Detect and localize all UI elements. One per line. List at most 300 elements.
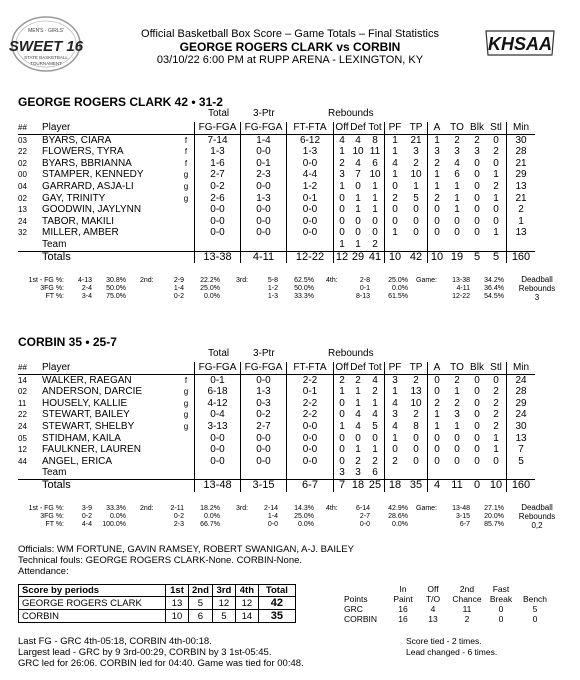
player-a xyxy=(428,467,447,479)
fast-break-value: 0 xyxy=(498,604,504,614)
player-min: 1 xyxy=(518,215,524,227)
player-tot: 8 xyxy=(366,134,385,146)
player-min xyxy=(507,239,536,251)
shooting-pct-q3: 3rd: xyxy=(236,277,249,285)
player-row xyxy=(18,444,535,456)
player-stl: 2 xyxy=(486,146,507,158)
shooting-pct-cg: 4-11 xyxy=(456,285,470,293)
player-num: 05 xyxy=(18,433,27,443)
player-stl: 1 xyxy=(486,227,507,239)
player-blk: 0 xyxy=(474,157,480,169)
shooting-pct-c1: 3-4 xyxy=(81,293,92,301)
box-score-table xyxy=(18,362,535,492)
player-tot: 6 xyxy=(366,467,385,479)
shooting-pct-c3: 1-3 xyxy=(267,293,278,301)
player-pts: 0 xyxy=(405,456,428,468)
player-name: STIDHAM, KAILA xyxy=(42,432,121,444)
player-off: 0 xyxy=(339,192,345,204)
player-blk: 0 xyxy=(474,444,480,456)
player-off: 1 xyxy=(339,180,345,192)
player-name: HOUSELY, KALLIE xyxy=(42,397,128,409)
player-fg: 6-18 xyxy=(195,386,241,398)
player-row xyxy=(18,134,535,146)
totals-ft: 12-22 xyxy=(287,251,334,263)
player-a: 0 xyxy=(434,374,440,386)
shooting-pct-c3: 1-2 xyxy=(267,285,278,293)
player-pf: 0 xyxy=(392,215,398,227)
totals-fg: 13-38 xyxy=(195,251,241,263)
svg-text:MEN'S · GIRLS': MEN'S · GIRLS' xyxy=(28,28,64,34)
rebounds-group-heading: Rebounds xyxy=(328,348,374,359)
player-num: 22 xyxy=(18,147,27,157)
player-tot: 0 xyxy=(366,216,385,228)
player-ft: 0-0 xyxy=(287,421,334,433)
player-fg xyxy=(195,239,241,251)
player-pf: 0 xyxy=(392,444,398,456)
shooting-pct-c3p: 62.5% xyxy=(294,277,314,285)
player-pts: 0 xyxy=(405,444,428,456)
player-blk: 0 xyxy=(474,374,480,386)
shooting-pct-cg: 6-7 xyxy=(459,520,470,528)
shooting-pct-cgp: 85.7% xyxy=(484,520,504,528)
totals-blk: 5 xyxy=(473,250,481,263)
shooting-pct-c3: 5-8 xyxy=(267,277,278,285)
player-to: 4 xyxy=(454,157,460,169)
player-num: 12 xyxy=(18,445,27,455)
player-num: 22 xyxy=(18,410,27,420)
player-num xyxy=(18,467,42,479)
player-pos xyxy=(178,456,195,468)
fast-break-value: 0 xyxy=(498,614,504,624)
column-header-pts: TP xyxy=(405,122,428,134)
player-tp: 0-0 xyxy=(241,146,287,158)
paint-value: 16 xyxy=(398,614,408,624)
player-blk: 0 xyxy=(474,169,480,181)
player-off: 0 xyxy=(339,432,345,444)
player-num xyxy=(18,239,42,251)
player-ft: 0-1 xyxy=(287,386,334,398)
player-name: GOODWIN, JAYLYNN xyxy=(42,204,142,216)
second-chance-value: 2 xyxy=(464,614,470,624)
shooting-pct-c1: 2-4 xyxy=(81,285,92,293)
column-header-min: Min xyxy=(507,362,536,374)
points-team: CORBIN xyxy=(344,614,378,624)
player-row xyxy=(18,467,535,479)
player-a: 0 xyxy=(434,455,440,467)
shooting-pct-c2p: 0.0% xyxy=(204,293,220,301)
player-fg: 1-3 xyxy=(195,146,241,158)
shooting-pct-c1p: 0.0% xyxy=(110,512,126,520)
column-header-to: TO xyxy=(446,362,468,374)
periods-team: CORBIN xyxy=(19,610,166,623)
player-name: FAULKNER, LAUREN xyxy=(42,444,141,456)
second-chance-value: 11 xyxy=(462,604,472,614)
player-stl: 2 xyxy=(486,398,507,410)
player-fg: 0-4 xyxy=(195,409,241,421)
periods-q3: 5 xyxy=(212,610,235,623)
player-pts: 8 xyxy=(405,421,428,433)
player-min: 28 xyxy=(515,146,527,158)
largest-lead: Largest lead - GRC by 9 3rd-00:29, CORBIN by 3 1st-05:45. xyxy=(18,647,272,658)
totals-a: 4 xyxy=(433,478,441,491)
player-fg: 0-0 xyxy=(195,204,241,216)
totals-off: 7 xyxy=(338,478,346,491)
player-tot: 2 xyxy=(366,386,385,398)
column-header-pos xyxy=(178,122,195,134)
off-to-header-1: Off xyxy=(427,584,439,594)
column-header-stl: Stl xyxy=(486,362,507,374)
player-def: 0 xyxy=(355,180,361,192)
column-header-name: Player xyxy=(42,362,178,374)
player-num: 00 xyxy=(18,170,27,180)
player-pf: 2 xyxy=(392,455,398,467)
column-header-tot: Tot xyxy=(366,122,385,134)
player-num: 14 xyxy=(18,375,27,385)
column-header-ft: FT-FTA xyxy=(287,362,334,374)
player-fg: 1-6 xyxy=(195,158,241,170)
shooting-pct-q2: 2nd: xyxy=(140,277,154,285)
player-stl: 1 xyxy=(486,433,507,445)
shooting-pct-c4: 2-7 xyxy=(359,512,370,520)
player-tot: 11 xyxy=(366,146,385,158)
player-row xyxy=(18,216,535,228)
shooting-pct-c4: 8-13 xyxy=(355,293,370,301)
player-off: 4 xyxy=(339,134,345,146)
player-row xyxy=(18,193,535,205)
totals-a: 10 xyxy=(430,250,444,263)
paint-value: 16 xyxy=(398,604,408,614)
player-tp: 1-4 xyxy=(241,134,287,146)
player-tp: 1-3 xyxy=(241,386,287,398)
column-header-fg: FG-FGA xyxy=(195,362,241,374)
game-datetime-location: 03/10/22 6:00 PM at RUPP ARENA - LEXINGTON, KY xyxy=(156,54,424,66)
player-def: 1 xyxy=(355,444,361,456)
player-ft: 1-2 xyxy=(287,181,334,193)
totals-tot: 41 xyxy=(366,251,385,263)
totals-min: 160 xyxy=(511,250,531,263)
player-ft: 2-2 xyxy=(287,409,334,421)
periods-q2: 5 xyxy=(189,597,213,610)
column-header-row xyxy=(18,122,535,134)
player-min: 29 xyxy=(515,169,527,181)
player-ft xyxy=(287,239,334,251)
player-def: 4 xyxy=(355,157,361,169)
player-stl: 0 xyxy=(486,374,507,386)
player-pts: 1 xyxy=(405,181,428,193)
shooting-pct-c3: 2-14 xyxy=(263,504,278,512)
player-min: 28 xyxy=(515,386,527,398)
svg-text:TOURNAMENT: TOURNAMENT xyxy=(30,61,62,66)
shooting-pct-labels: 1st - FG %: xyxy=(28,277,64,285)
player-blk: 3 xyxy=(474,146,480,158)
player-min: 24 xyxy=(515,374,527,386)
bench-value: 0 xyxy=(532,614,538,624)
player-a: 0 xyxy=(434,444,440,456)
shooting-pct-c4p: 0.0% xyxy=(392,285,408,293)
player-stl xyxy=(486,467,507,479)
shooting-pct-c2p: 0.0% xyxy=(204,512,220,520)
bench-header: Bench xyxy=(522,594,548,604)
player-ft: 2-2 xyxy=(287,398,334,410)
shooting-pct-cgp: 36.4% xyxy=(484,285,504,293)
player-tp xyxy=(241,239,287,251)
player-a xyxy=(428,239,447,251)
player-name: STEWART, BAILEY xyxy=(42,409,130,421)
player-stl: 0 xyxy=(486,456,507,468)
player-min: 13 xyxy=(515,227,527,239)
shooting-pct-game: Game: xyxy=(416,504,438,512)
player-tp: 0-2 xyxy=(241,409,287,421)
time-led: GRC led for 26:06. CORBIN led for 04:40. Game was tied for 00:48. xyxy=(18,658,304,669)
shooting-pct-c1: 0-2 xyxy=(81,512,92,520)
player-a: 3 xyxy=(434,146,440,158)
player-ft: 6-12 xyxy=(287,134,334,146)
player-fg: 2-7 xyxy=(195,169,241,181)
column-header-pf: PF xyxy=(385,362,406,374)
player-num: 04 xyxy=(18,181,27,191)
shooting-pct-c4p: 25.0% xyxy=(388,277,408,285)
totals-stl: 5 xyxy=(486,251,507,263)
shooting-pct-labels: FT %: xyxy=(45,520,64,528)
player-a: 1 xyxy=(434,409,440,421)
three-pointer-group-heading: 3-Ptr xyxy=(253,108,275,119)
totals-ft: 6-7 xyxy=(287,479,334,491)
player-name: Team xyxy=(42,467,178,479)
player-pts: 5 xyxy=(405,193,428,205)
player-fg: 0-2 xyxy=(195,181,241,193)
off-to-value: 13 xyxy=(428,614,438,624)
player-to: 3 xyxy=(454,409,460,421)
player-pts xyxy=(405,467,428,479)
player-off: 0 xyxy=(339,455,345,467)
player-pf xyxy=(385,467,406,479)
player-pf: 2 xyxy=(392,192,398,204)
player-to: 0 xyxy=(454,432,460,444)
player-pf: 4 xyxy=(392,420,398,432)
player-ft: 0-0 xyxy=(287,444,334,456)
player-tp: 0-0 xyxy=(241,374,287,386)
column-header-tot: Tot xyxy=(366,362,385,374)
player-pos: g xyxy=(183,181,189,191)
player-pts: 21 xyxy=(405,134,428,146)
player-tot: 2 xyxy=(366,456,385,468)
player-to: 0 xyxy=(454,444,460,456)
column-header-blk: Blk xyxy=(468,122,486,134)
shooting-pct-c1p: 50.0% xyxy=(106,285,126,293)
player-pts: 0 xyxy=(405,433,428,445)
player-row xyxy=(18,239,535,251)
last-fg: Last FG - GRC 4th-05:18, CORBIN 4th-00:18. xyxy=(18,636,212,647)
shooting-pct-c2p: 18.2% xyxy=(200,504,220,512)
player-a: 1 xyxy=(434,134,440,146)
shooting-pct-c3p: 14.3% xyxy=(294,504,314,512)
periods-2nd-header: 2nd xyxy=(189,585,213,597)
player-num: 24 xyxy=(18,216,27,226)
player-pts: 0 xyxy=(405,204,428,216)
totals-blk: 0 xyxy=(473,478,481,491)
player-pf: 3 xyxy=(392,409,398,421)
player-pos: g xyxy=(183,170,189,180)
player-pts: 10 xyxy=(405,169,428,181)
player-ft: 2-2 xyxy=(287,374,334,386)
player-def: 1 xyxy=(355,386,361,398)
player-row xyxy=(18,433,535,445)
player-def: 4 xyxy=(355,134,361,146)
column-header-pos xyxy=(178,362,195,374)
totals-pos xyxy=(178,251,195,263)
technical-fouls: Technical fouls: GEORGE ROGERS CLARK-None. CORBIN-None. xyxy=(18,555,303,566)
player-num: 03 xyxy=(18,135,27,145)
player-tp: 0-0 xyxy=(241,181,287,193)
column-header-min: Min xyxy=(507,122,536,134)
totals-tp: 4-11 xyxy=(241,251,287,263)
shooting-pct-cgp: 27.1% xyxy=(484,504,504,512)
player-a: 0 xyxy=(434,432,440,444)
player-a: 0 xyxy=(434,386,440,398)
player-def: 1 xyxy=(355,204,361,216)
points-team: GRC xyxy=(344,604,363,614)
player-num: 02 xyxy=(18,158,27,168)
player-num: 24 xyxy=(18,421,27,431)
player-tp: 0-3 xyxy=(241,398,287,410)
player-a: 0 xyxy=(434,215,440,227)
player-row xyxy=(18,398,535,410)
player-stl: 0 xyxy=(486,204,507,216)
player-pos xyxy=(178,216,195,228)
player-name: TABOR, MAKILI xyxy=(42,215,115,227)
periods-4th-header: 4th xyxy=(235,585,258,597)
shooting-pct-c3p: 50.0% xyxy=(294,285,314,293)
column-header-num: ## xyxy=(18,122,42,134)
player-a: 1 xyxy=(434,180,440,192)
column-header-fg: FG-FGA xyxy=(195,122,241,134)
player-pf: 1 xyxy=(392,169,398,181)
player-tp: 0-0 xyxy=(241,433,287,445)
player-fg: 4-12 xyxy=(195,398,241,410)
player-off: 2 xyxy=(339,157,345,169)
shooting-pct-cg: 3-15 xyxy=(455,512,470,520)
shooting-pct-cg: 12-22 xyxy=(452,293,470,301)
player-pos xyxy=(178,433,195,445)
player-blk xyxy=(468,239,486,251)
player-def: 2 xyxy=(355,374,361,386)
player-ft: 0-0 xyxy=(287,227,334,239)
player-fg: 0-0 xyxy=(195,433,241,445)
player-pos: f xyxy=(184,147,188,157)
shooting-pct-c3: 0-0 xyxy=(267,520,278,528)
shooting-pct-cgp: 20.0% xyxy=(484,512,504,520)
player-blk: 0 xyxy=(474,215,480,227)
player-blk: 0 xyxy=(474,397,480,409)
player-def: 0 xyxy=(355,227,361,239)
player-blk: 0 xyxy=(474,386,480,398)
player-pf: 1 xyxy=(392,386,398,398)
totals-num xyxy=(18,479,42,491)
totals-min: 160 xyxy=(511,478,531,491)
player-to: 1 xyxy=(454,420,460,432)
player-to xyxy=(446,467,468,479)
player-name: GARRARD, ASJA-LI xyxy=(42,180,134,192)
player-tot: 0 xyxy=(366,227,385,239)
shooting-pct-c2p: 22.2% xyxy=(200,277,220,285)
player-tp: 0-0 xyxy=(241,456,287,468)
player-name: WALKER, RAEGAN xyxy=(42,374,132,386)
periods-team: GEORGE ROGERS CLARK xyxy=(19,597,166,610)
player-pf: 0 xyxy=(392,204,398,216)
shooting-pct-c2: 2-11 xyxy=(170,504,184,512)
player-min: 21 xyxy=(515,157,527,169)
player-pf: 3 xyxy=(392,374,398,386)
bench-value: 5 xyxy=(532,604,538,614)
player-tp: 1-3 xyxy=(241,193,287,205)
player-off: 0 xyxy=(339,204,345,216)
periods-3rd-header: 3rd xyxy=(212,585,235,597)
player-tot: 0 xyxy=(366,433,385,445)
player-tp: 2-7 xyxy=(241,421,287,433)
shooting-pct-game: Game: xyxy=(416,277,438,285)
player-name: ANGEL, ERICA xyxy=(42,455,113,467)
shooting-pct-c2: 0-2 xyxy=(173,512,184,520)
player-off: 1 xyxy=(339,420,345,432)
player-name: MILLER, AMBER xyxy=(42,227,119,239)
player-name: Team xyxy=(42,239,178,251)
player-def: 10 xyxy=(352,146,364,158)
totals-off: 12 xyxy=(335,250,349,263)
deadball-rebounds: 0,2 xyxy=(531,520,543,530)
player-fg: 0-1 xyxy=(195,374,241,386)
player-off: 2 xyxy=(339,374,345,386)
player-pos: f xyxy=(184,135,188,145)
player-min: 29 xyxy=(515,397,527,409)
column-header-stl: Stl xyxy=(486,122,507,134)
totals-pf: 10 xyxy=(388,250,402,263)
shooting-pct-q4: 4th: xyxy=(326,504,338,512)
player-off: 0 xyxy=(339,444,345,456)
player-stl: 1 xyxy=(486,169,507,181)
shooting-pct-q3: 3rd: xyxy=(236,504,249,512)
player-pos xyxy=(178,467,195,479)
player-stl: 1 xyxy=(486,444,507,456)
fast-break-header-1: Fast xyxy=(492,584,510,594)
player-name: STAMPER, KENNEDY xyxy=(42,169,144,181)
second-chance-header-2: Chance xyxy=(452,594,482,604)
periods-total: 35 xyxy=(258,610,295,623)
column-header-row xyxy=(18,362,535,374)
shooting-pct-cg: 13-38 xyxy=(452,277,470,285)
column-header-pts: TP xyxy=(405,362,428,374)
player-tot: 4 xyxy=(366,374,385,386)
deadball-rebounds: Deadball xyxy=(521,502,553,512)
player-def: 4 xyxy=(355,409,361,421)
player-to: 1 xyxy=(454,386,460,398)
player-to: 6 xyxy=(454,169,460,181)
player-num: 02 xyxy=(18,387,27,397)
deadball-rebounds: Deadball xyxy=(521,275,553,285)
score-tied: Score tied - 2 times. xyxy=(406,636,482,646)
player-min: 24 xyxy=(515,409,527,421)
periods-q1: 10 xyxy=(166,610,189,623)
player-pf: 1 xyxy=(392,134,398,146)
player-pts: 13 xyxy=(405,386,428,398)
off-to-value: 4 xyxy=(430,604,436,614)
player-def: 0 xyxy=(355,432,361,444)
periods-total-header: Total xyxy=(258,585,295,597)
player-off: 0 xyxy=(339,215,345,227)
player-name: ANDERSON, DARCIE xyxy=(42,386,143,398)
player-pos xyxy=(178,227,195,239)
player-pf: 4 xyxy=(392,397,398,409)
player-off: 1 xyxy=(339,146,345,158)
